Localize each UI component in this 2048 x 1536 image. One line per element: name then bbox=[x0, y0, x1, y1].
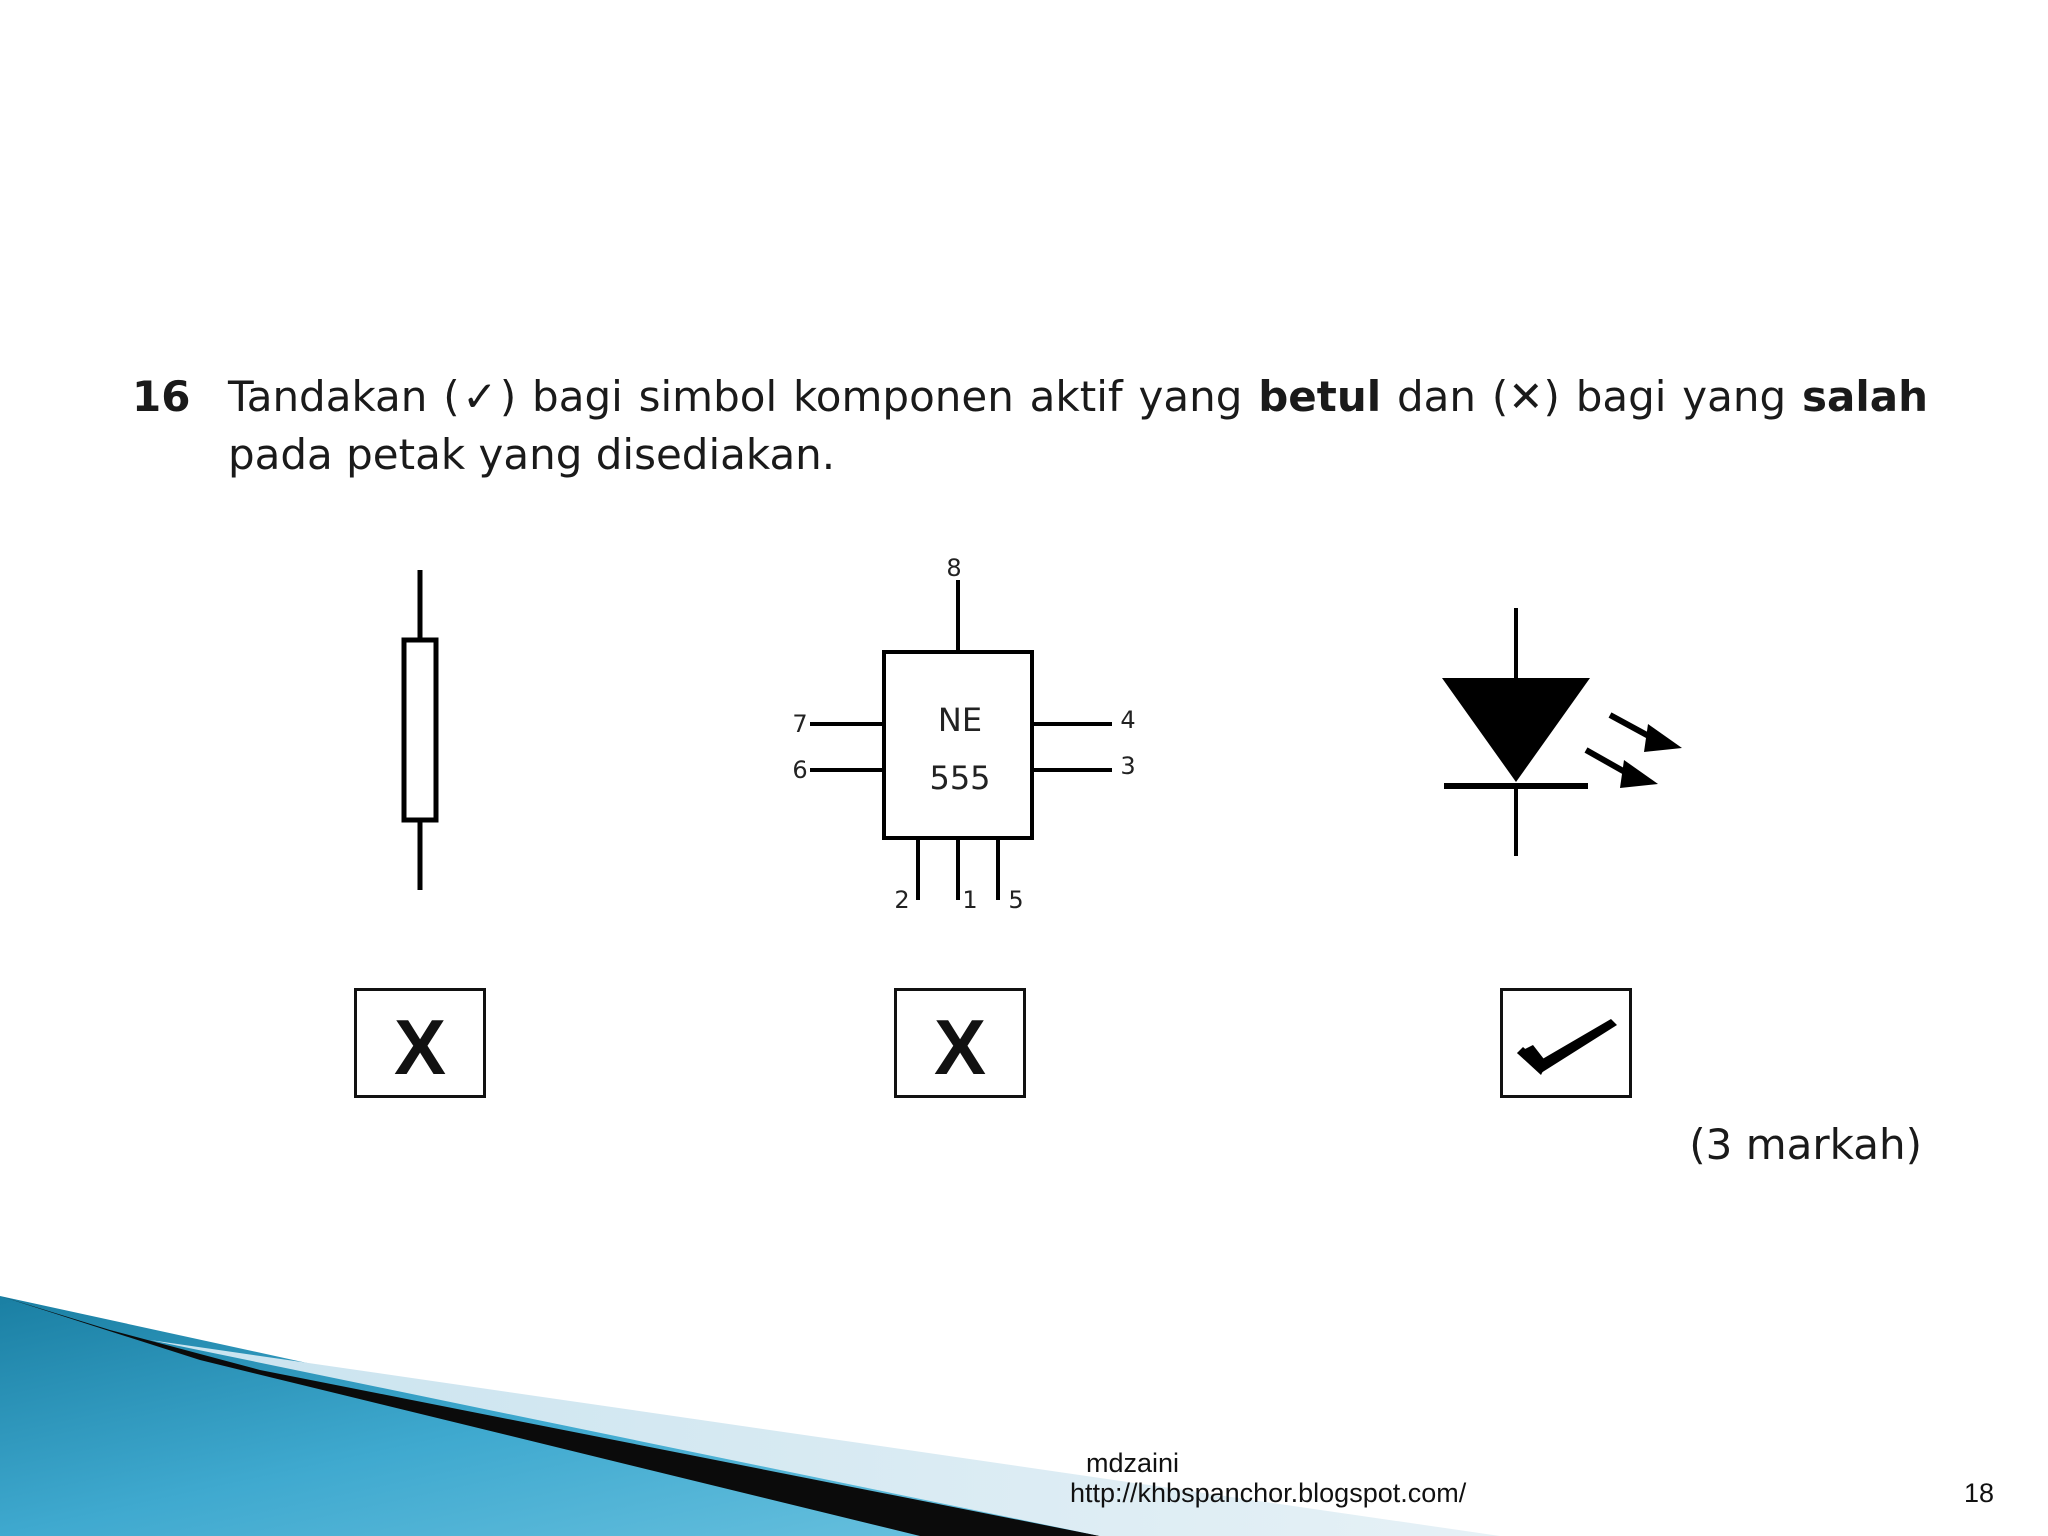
check-symbol: ✓ bbox=[459, 372, 500, 421]
ic-label-ne: NE bbox=[937, 701, 983, 739]
answer-box-ic[interactable] bbox=[894, 988, 1026, 1098]
answer-box-led[interactable] bbox=[1500, 988, 1632, 1098]
answer-box-resistor[interactable] bbox=[354, 988, 486, 1098]
checkmark-icon bbox=[1503, 991, 1635, 1101]
pin-label-6: 6 bbox=[792, 756, 808, 784]
led-icon bbox=[1430, 600, 1710, 870]
footer-url: http://khbspanchor.blogspot.com/ bbox=[1070, 1478, 1467, 1508]
cross-mark: X bbox=[393, 1003, 447, 1091]
ic-label-555: 555 bbox=[929, 759, 991, 797]
pin-label-7: 7 bbox=[792, 710, 808, 738]
pin-label-4: 4 bbox=[1120, 706, 1136, 734]
pin-label-3: 3 bbox=[1120, 752, 1136, 780]
footer-author: mdzaini bbox=[1086, 1448, 1180, 1478]
pin-label-1: 1 bbox=[962, 886, 978, 914]
cross-symbol: ✕ bbox=[1508, 372, 1544, 421]
question-number: 16 bbox=[132, 372, 191, 421]
resistor-icon bbox=[380, 560, 460, 900]
marks-label: (3 markah) bbox=[1689, 1120, 1922, 1169]
pin-label-5: 5 bbox=[1008, 886, 1024, 914]
cross-mark: X bbox=[933, 1003, 987, 1091]
pin-label-8: 8 bbox=[946, 554, 962, 582]
pin-label-2: 2 bbox=[894, 886, 910, 914]
question-text: Tandakan (✓) bagi simbol komponen aktif yang betul dan (✕) bagi yang salah pada petak yang disediakan. bbox=[228, 372, 1928, 479]
page-number: 18 bbox=[1964, 1478, 1995, 1508]
ic-555-symbol bbox=[770, 548, 1160, 918]
